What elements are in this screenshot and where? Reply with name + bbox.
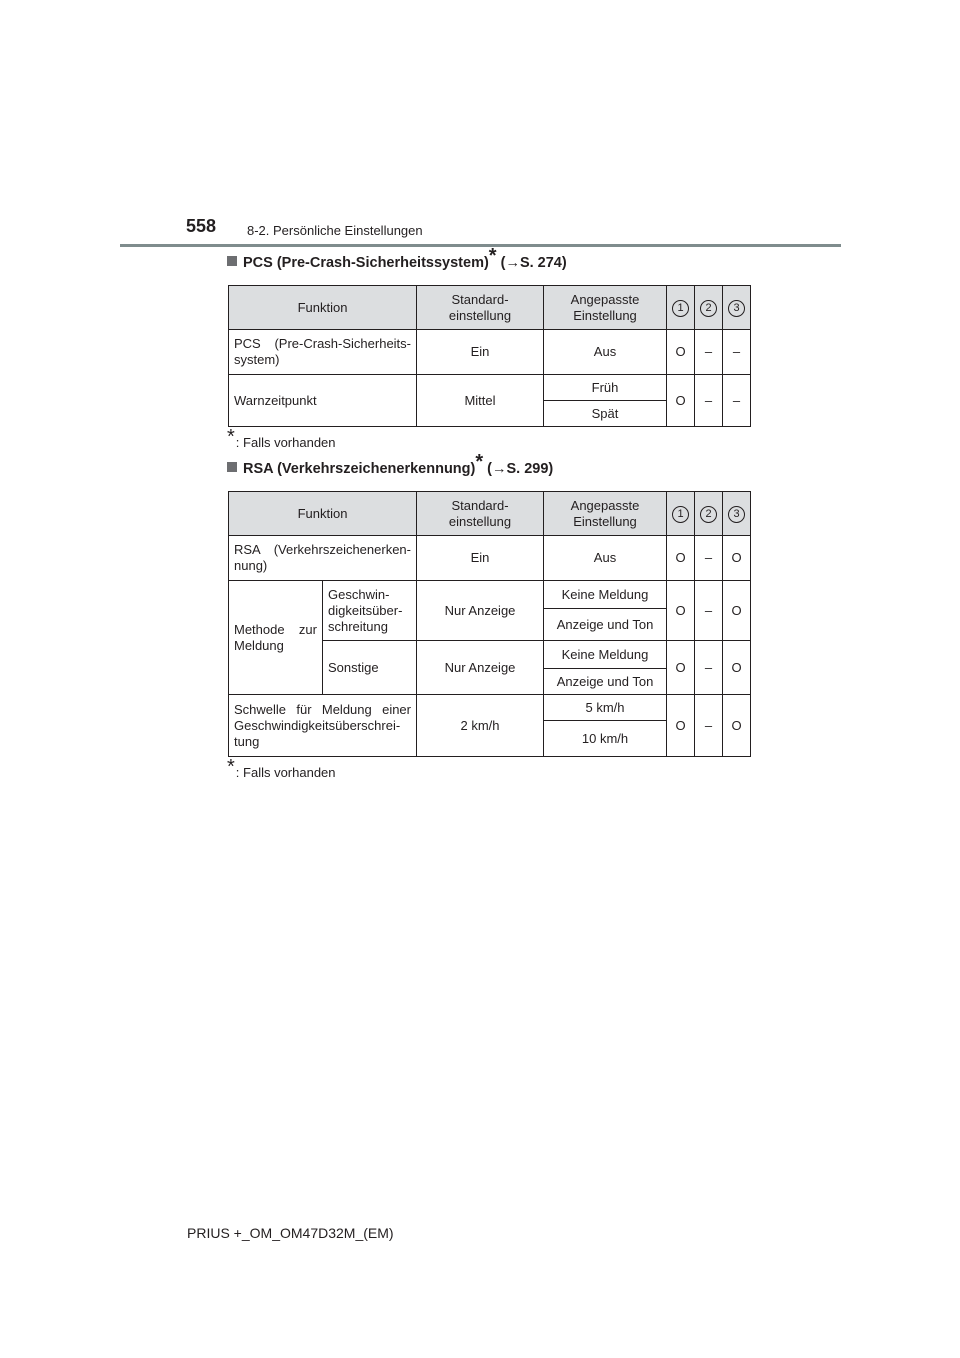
- circled-1-icon: 1: [672, 300, 689, 317]
- pcs-heading: PCS (Pre-Crash-Sicherheitssystem)* (→S. 274): [227, 255, 567, 271]
- cell-c1: O: [667, 581, 695, 641]
- header-rule: [120, 244, 841, 247]
- cell-standard: 2 km/h: [417, 695, 544, 757]
- header-angepasste: Angepasste Einstellung: [544, 492, 667, 536]
- cell-sub-label: Geschwin- digkeitsüber- schreitung: [323, 581, 417, 641]
- page-number: 558: [186, 216, 217, 236]
- table-header-row: [229, 492, 751, 536]
- cell-c1: O: [667, 641, 695, 695]
- cell-c1: O: [667, 695, 695, 757]
- circled-2-icon: 2: [700, 300, 717, 317]
- circled-1-icon: 1: [672, 506, 689, 523]
- table-row: [229, 695, 751, 721]
- table-row: [229, 375, 751, 401]
- bullet-square-icon: [227, 256, 237, 266]
- cell-c2: –: [695, 375, 723, 427]
- bullet-square-icon: [227, 462, 237, 472]
- cell-option: Früh: [544, 375, 667, 401]
- header-funktion: Funktion: [229, 492, 417, 536]
- cell-c1: O: [667, 536, 695, 581]
- header-standard: Standard- einstellung: [417, 286, 544, 330]
- rsa-footnote: *: Falls vorhanden: [227, 756, 336, 780]
- table-row: [229, 581, 751, 609]
- header-standard: Standard- einstellung: [417, 492, 544, 536]
- cell-c3: O: [723, 641, 751, 695]
- circled-3-icon: 3: [728, 300, 745, 317]
- cell-c3: –: [723, 330, 751, 375]
- cell-standard: Nur Anzeige: [417, 581, 544, 641]
- cell-methode: Methode zur Meldung: [229, 581, 323, 695]
- header-funktion: Funktion: [229, 286, 417, 330]
- cell-option: Anzeige und Ton: [544, 669, 667, 695]
- cell-funktion: RSA (Verkehrszeichenerken- nung): [229, 536, 417, 581]
- cell-funktion: Schwelle für Meldung einer Geschwindigkeitsüberschrei- tung: [229, 695, 417, 757]
- circled-3-icon: 3: [728, 506, 745, 523]
- cell-option: 5 km/h: [544, 695, 667, 721]
- table-header-row: [229, 286, 751, 330]
- cell-c2: –: [695, 330, 723, 375]
- circled-2-icon: 2: [700, 506, 717, 523]
- cell-option: 10 km/h: [544, 721, 667, 757]
- pcs-footnote: *: Falls vorhanden: [227, 426, 336, 450]
- document-footer: PRIUS +_OM_OM47D32M_(EM): [187, 1225, 394, 1241]
- header-angepasste: Angepasste Einstellung: [544, 286, 667, 330]
- cell-angepasste: Aus: [544, 536, 667, 581]
- cell-c2: –: [695, 641, 723, 695]
- cell-sub-label: Sonstige: [323, 641, 417, 695]
- page-reference: (→S. 299): [483, 461, 554, 477]
- cell-funktion: PCS (Pre-Crash-Sicherheits- system): [229, 330, 417, 375]
- cell-c3: –: [723, 375, 751, 427]
- cell-standard: Ein: [417, 536, 544, 581]
- cell-option: Keine Meldung: [544, 641, 667, 669]
- footnote-star: *: [488, 245, 497, 267]
- cell-c3: O: [723, 536, 751, 581]
- page-reference: (→S. 274): [496, 255, 567, 271]
- cell-standard: Mittel: [417, 375, 544, 427]
- cell-c2: –: [695, 536, 723, 581]
- cell-standard: Ein: [417, 330, 544, 375]
- cell-c1: O: [667, 330, 695, 375]
- cell-standard: Nur Anzeige: [417, 641, 544, 695]
- rsa-heading: RSA (Verkehrszeichenerkennung)* (→S. 299): [227, 461, 553, 477]
- cell-option: Anzeige und Ton: [544, 609, 667, 641]
- cell-c3: O: [723, 581, 751, 641]
- table-row: [229, 536, 751, 581]
- cell-c1: O: [667, 375, 695, 427]
- section-title: 8-2. Persönliche Einstellungen: [247, 223, 423, 238]
- cell-funktion: Warnzeitpunkt: [229, 375, 417, 427]
- footnote-star: *: [475, 451, 484, 473]
- cell-option: Spät: [544, 401, 667, 427]
- cell-option: Keine Meldung: [544, 581, 667, 609]
- cell-c3: O: [723, 695, 751, 757]
- pcs-table: [228, 285, 751, 427]
- cell-angepasste: Aus: [544, 330, 667, 375]
- cell-c2: –: [695, 695, 723, 757]
- rsa-table: [228, 491, 751, 757]
- cell-c2: –: [695, 581, 723, 641]
- table-row: [229, 330, 751, 375]
